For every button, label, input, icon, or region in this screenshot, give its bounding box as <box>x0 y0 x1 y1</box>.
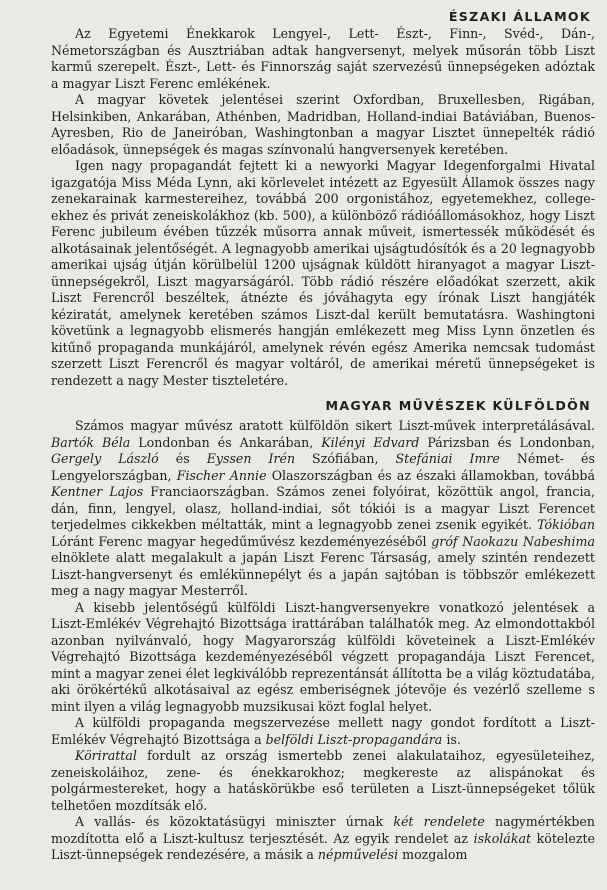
text-run: Olaszországban és az északi államokban, továbbá <box>266 467 595 483</box>
paragraph-choirs <box>51 26 595 92</box>
paragraph-circular <box>51 748 595 814</box>
italic-text-run: népművelési <box>317 847 399 862</box>
paragraph-reports <box>51 600 595 716</box>
paragraph-artists <box>51 418 595 600</box>
text-run: A külföldi propaganda megszervezése mellett nagy gondot fordított a Liszt-Emlékév Végrehajtó Bizottsága a <box>51 715 595 747</box>
text-run: mozgalom <box>398 847 468 862</box>
paragraph-meda-lynn <box>51 158 595 389</box>
text-run: A vallás- és közoktatásügyi miniszter úrnak <box>75 814 394 829</box>
italic-text-run: gróf Naokazu Nabeshima <box>431 533 595 549</box>
text-run: Szófiában, <box>295 451 396 466</box>
text-run: A kisebb jelentőségű külföldi Liszt-hangversenyekre vonatkozó jelentések a Liszt-Emlékév Végrehajtó Bizottsága irattárában találhatók meg. Az elmondottakból azonban nyilvánvaló, hogy Magyarország külföldi követeinek a Liszt-Emlékév Végrehajtó Bizottsága kezdeményezéséből végzett propagandája Liszt Ferencet, mint a magyar zenei élet legkiválóbb reprezentánsát állította be a világ köztudatába, aki örökértékű alkotásaival az egész emberiségnek jótevője és vezérlő szelleme s mint ilyen a világ legnagyobb muzsikusai közt foglal helyet. <box>51 599 595 714</box>
section-heading-hungarian-artists: MAGYAR MŰVÉSZEK KÜLFÖLDÖN <box>325 398 591 413</box>
italic-text-run: Kentner Lajos <box>51 484 144 499</box>
italic-text-run: Gergely László <box>51 451 159 466</box>
paragraph-domestic <box>51 715 595 748</box>
italic-text-run: Tókióban <box>537 517 595 532</box>
text-run: kötelezte Liszt-ünnepségek rendezésére, a másik a <box>51 830 595 862</box>
italic-text-run: Eyssen Irén <box>206 451 296 466</box>
text-run: A magyar követek jelentései szerint Oxfordban, Bruxellesben, Rigában, Helsinkiben, Ankarában, Athénben, Madridban, Holland-indiai Batáviában, Buenos-Ayresben, Rio de Janeiróban, Washingtonban a magyar Lisztet ünnepelték rádió előadások, ünnepségek és magas színvonalú hangversenyek keretében. <box>51 92 595 157</box>
italic-text-run: Körirattal <box>75 748 137 763</box>
paragraph-envoys <box>51 92 595 158</box>
text-run: nagymértékben mozdította elő a Liszt-kultusz terjesztését. Az egyik rendelet az <box>51 814 595 846</box>
text-run: Német- és Lengyelországban, <box>51 451 595 483</box>
text-run: Lóránt Ferenc magyar hegedűművész kezdeményezéséből <box>51 533 432 549</box>
text-run: Számos magyar művész aratott külföldön sikert Liszt-művek interpretálásával. <box>75 418 595 433</box>
italic-text-run: Kilényi Edvard <box>321 434 420 450</box>
text-run: Londonban és Ankarában, <box>130 434 322 450</box>
text-run: is. <box>442 731 461 747</box>
text-run: és <box>158 451 207 466</box>
italic-text-run: Fischer Annie <box>176 467 267 483</box>
section-body-northern-states <box>51 26 595 389</box>
text-run: Párizsban és Londonban, <box>419 434 595 450</box>
italic-text-run: két rendelete <box>393 814 485 829</box>
italic-text-run: Bartók Béla <box>51 434 131 450</box>
text-run: Igen nagy propagandát fejtett ki a newyorki Magyar Idegenforgalmi Hivatal igazgatója Miss Méda Lynn, aki körlevelet intézett az Egyesült Államok összes nagy zenekarainak karmestereihez, továbbá 200 orgonistához, egyetemekhez, college-ekhez és privát zeneiskolákhoz (kb. 500), a különböző rádióállomásokhoz, hogy Liszt Ferenc jubileum évében tűzzék műsorra annak műveit, ismertessék működését és alkotásainak jelentőségét. A legnagyobb amerikai ujságtudósítók és a 20 legnagyobb amerikai ujság útján körülbelül 1200 ujságnak küldött hiranyagot a magyar Liszt-ünnepségekről, Liszt magyarságáról. Több rádió részére előadókat szerzett, akik Liszt Ferencről beszéltek, átnézte és jóváhagyta egy írónak Liszt hangjáték kéziratát, amelynek keretében számos Liszt-dal került bemutatásra. Washingtoni követünk a legnagyobb elismerés hangján emlékezett meg Miss Lynn önzetlen és kitűnő propaganda munkájáról, amelynek révén egész Amerika nemcsak tudomást szerzett Liszt Ferencről és magyar voltáról, de amerikai méretű ünnepségeket is rendezett a nagy Mester tiszteletére. <box>51 158 595 388</box>
paragraph-decrees <box>51 814 595 864</box>
italic-text-run: belföldi Liszt-propagandára <box>265 731 443 747</box>
text-run: Franciaországban. Számos zenei folyóirat, közöttük angol, francia, dán, finn, lengyel, olasz, holland-indiai, sőt tókiói is a magyar Liszt Ferencet terjedelmes cikkekben méltatták, mint a legnagyobb zenei zsenik egyikét. <box>51 484 596 532</box>
italic-text-run: iskolákat <box>473 830 532 846</box>
italic-text-run: Stefániai Imre <box>395 451 500 466</box>
text-run: elnöklete alatt megalakult a japán Liszt Ferenc Társaság, amely szintén rendezett Liszt-hangversenyt és emlékünnepélyt és a japán sajtóban is többször emlékezett meg a nagy magyar Mesterről. <box>51 550 595 598</box>
section-body-hungarian-artists <box>51 418 595 864</box>
section-heading-northern-states: ÉSZAKI ÁLLAMOK <box>448 9 591 24</box>
text-run: fordult az ország ismertebb zenei alakulataihoz, egyesületeihez, zeneiskoláihoz, zene- és énekkarokhoz; megkereste az alispánokat és polgármestereket, hogy a hatáskörükbe eső területen a Liszt-ünnepségeket tőlük telhetően mozdítsák elő. <box>51 748 595 813</box>
text-run: Az Egyetemi Énekkarok Lengyel-, Lett- Észt-, Finn-, Svéd-, Dán-, Németországban és Ausztriában adtak hangversenyt, melyek műsorán több Liszt karmű szerepelt. Észt-, Lett- és Finnország saját szervezésű ünnepségeken adóztak a magyar Liszt Ferenc emlékének. <box>51 26 595 91</box>
